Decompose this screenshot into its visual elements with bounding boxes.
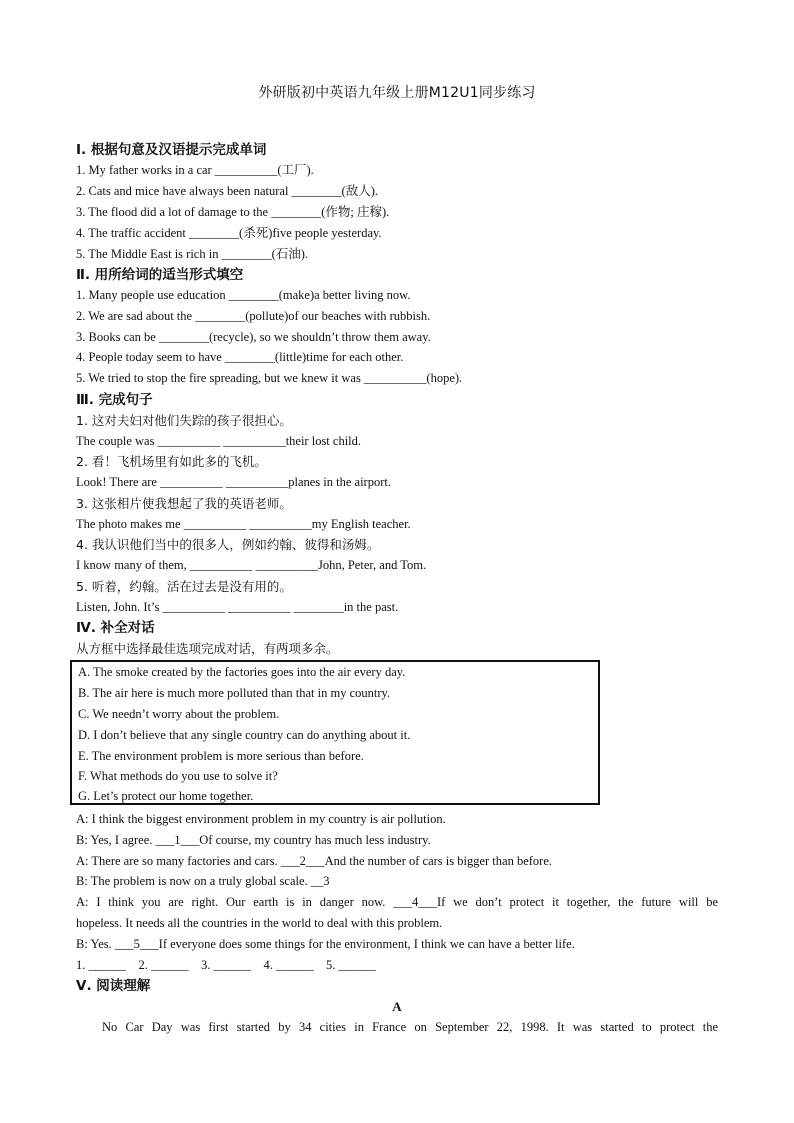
section2-item-4: 4. People today seem to have ________(little)time for each other. [76, 350, 404, 364]
dialogue-line-5: A: I think you are right. Our earth is in danger now. ___4___If we don’t protect it together, the future will be [76, 895, 718, 909]
section1-item-4: 4. The traffic accident ________(杀死)five people yesterday. [76, 226, 382, 240]
section3-prompt-2: 2. 看！飞机场里有如此多的飞机。 [76, 454, 267, 469]
section1-item-3: 3. The flood did a lot of damage to the ________(作物; 庄稼). [76, 205, 390, 219]
section3-sentence-2: Look! There are __________ __________planes in the airport. [76, 475, 391, 489]
dialogue-line-2: B: Yes, I agree. ___1___Of course, my country has much less industry. [76, 833, 431, 847]
answer-blanks: 1. ______ 2. ______ 3. ______ 4. ______ 5. ______ [76, 958, 376, 972]
option-d: D. I don’t believe that any single country can do anything about it. [78, 728, 411, 742]
section2-item-3: 3. Books can be ________(recycle), so we shouldn’t throw them away. [76, 330, 431, 344]
option-e: E. The environment problem is more serious than before. [78, 749, 364, 763]
option-g: G. Let’s protect our home together. [78, 789, 254, 803]
dialogue-line-7: B: Yes. ___5___If everyone does some things for the environment, I think we can have a better life. [76, 937, 575, 951]
option-a: A. The smoke created by the factories goes into the air every day. [78, 665, 406, 679]
section3-sentence-4: I know many of them, __________ __________John, Peter, and Tom. [76, 558, 427, 572]
section3-prompt-3: 3. 这张相片使我想起了我的英语老师。 [76, 496, 292, 511]
section3-prompt-1: 1. 这对夫妇对他们失踪的孩子很担心。 [76, 413, 292, 428]
section2-item-5: 5. We tried to stop the fire spreading, but we knew it was __________(hope). [76, 371, 463, 385]
dialogue-line-6: hopeless. It needs all the countries in the world to deal with this problem. [76, 916, 443, 930]
section3-sentence-3: The photo makes me __________ __________my English teacher. [76, 517, 411, 531]
section1-item-1: 1. My father works in a car __________(工厂). [76, 163, 314, 177]
section3-sentence-5: Listen, John. It’s __________ __________ ________in the past. [76, 600, 399, 614]
passage-label: A [392, 999, 402, 1014]
section3-heading: Ⅲ. 完成句子 [76, 392, 153, 408]
section5-heading: Ⅴ. 阅读理解 [76, 978, 151, 994]
passage-text: No Car Day was first started by 34 cities in France on September 22, 1998. It was started to protect the [102, 1020, 718, 1034]
section3-prompt-4: 4. 我认识他们当中的很多人，例如约翰、彼得和汤姆。 [76, 537, 380, 552]
section2-item-1: 1. Many people use education ________(make)a better living now. [76, 288, 411, 302]
section1-item-2: 2. Cats and mice have always been natural ________(敌人). [76, 184, 378, 198]
section1-heading: Ⅰ. 根据句意及汉语提示完成单词 [76, 142, 267, 158]
option-c: C. We needn’t worry about the problem. [78, 707, 280, 721]
section4-instruction: 从方框中选择最佳选项完成对话，有两项多余。 [76, 641, 339, 656]
section3-prompt-5: 5. 听着，约翰。活在过去是没有用的。 [76, 579, 292, 594]
section3-sentence-1: The couple was __________ __________their lost child. [76, 434, 362, 448]
option-f: F. What methods do you use to solve it? [78, 769, 278, 783]
dialogue-line-1: A: I think the biggest environment problem in my country is air pollution. [76, 812, 446, 826]
section2-item-2: 2. We are sad about the ________(pollute)of our beaches with rubbish. [76, 309, 431, 323]
dialogue-line-3: A: There are so many factories and cars. ___2___And the number of cars is bigger than before. [76, 854, 552, 868]
section1-item-5: 5. The Middle East is rich in ________(石油). [76, 247, 309, 261]
option-b: B. The air here is much more polluted than that in my country. [78, 686, 391, 700]
section4-heading: Ⅳ. 补全对话 [76, 620, 155, 636]
page-title: 外研版初中英语九年级上册M12U1同步练习 [258, 85, 536, 101]
dialogue-line-4: B: The problem is now on a truly global scale. __3 [76, 874, 330, 888]
options-box [70, 660, 600, 805]
section2-heading: Ⅱ. 用所给词的适当形式填空 [76, 267, 244, 283]
